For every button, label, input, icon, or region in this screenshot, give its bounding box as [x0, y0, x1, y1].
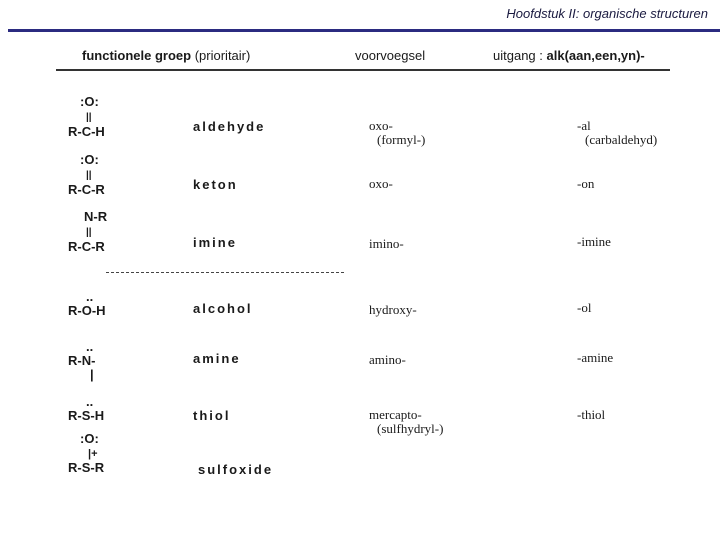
column-header-group — [82, 48, 250, 63]
structure-sulfoxide: :O: |+ R-S-R — [68, 431, 105, 475]
structure-imine: N-R || R-C-R — [68, 209, 108, 254]
header-rule — [8, 29, 720, 32]
group-name: amine — [193, 351, 241, 366]
column-header-suffix-value: alk(aan,een,yn)- — [546, 48, 645, 63]
suffix-value: -amine — [577, 350, 614, 365]
group-name: alcohol — [193, 301, 253, 316]
divider-dashed — [106, 272, 344, 273]
prefix-value: oxo- — [369, 176, 393, 191]
prefix-value: mercapto- (sulfhydryl-) — [369, 407, 444, 436]
structure-alcohol: .. R-O-H — [68, 289, 106, 318]
column-header-prefix: voorvoegsel — [355, 48, 426, 63]
group-name: aldehyde — [193, 119, 266, 134]
suffix-value: -thiol — [577, 407, 606, 422]
group-name: imine — [193, 235, 237, 250]
structure-keton: :O: || R-C-R — [68, 152, 105, 197]
column-header-suffix — [493, 48, 645, 63]
prefix-value: amino- — [369, 352, 406, 367]
structure-aldehyde: :O: || R-C-H — [68, 94, 105, 139]
prefix-value: oxo- (formyl-) — [369, 118, 426, 147]
group-name: sulfoxide — [198, 462, 274, 477]
suffix-value: -ol — [577, 300, 592, 315]
prefix-value: imino- — [369, 236, 404, 251]
column-header-group-word2: groep — [154, 48, 192, 63]
slide-title: Hoofdstuk II: organische structuren — [506, 6, 708, 21]
structure-thiol: .. R-S-H — [68, 394, 105, 423]
group-name: keton — [193, 177, 238, 192]
column-header-group-word1: functionele — [82, 48, 152, 63]
column-header-group-note: (prioritair) — [194, 48, 251, 63]
column-header-suffix-label: uitgang : — [493, 48, 543, 63]
table-header-rule — [56, 69, 670, 71]
suffix-value: -imine — [577, 234, 611, 249]
structure-amine: .. R-N- | — [68, 339, 96, 382]
suffix-value: -al (carbaldehyd) — [577, 118, 658, 147]
suffix-value: -on — [577, 176, 595, 191]
group-name: thiol — [193, 408, 231, 423]
prefix-value: hydroxy- — [369, 302, 417, 317]
